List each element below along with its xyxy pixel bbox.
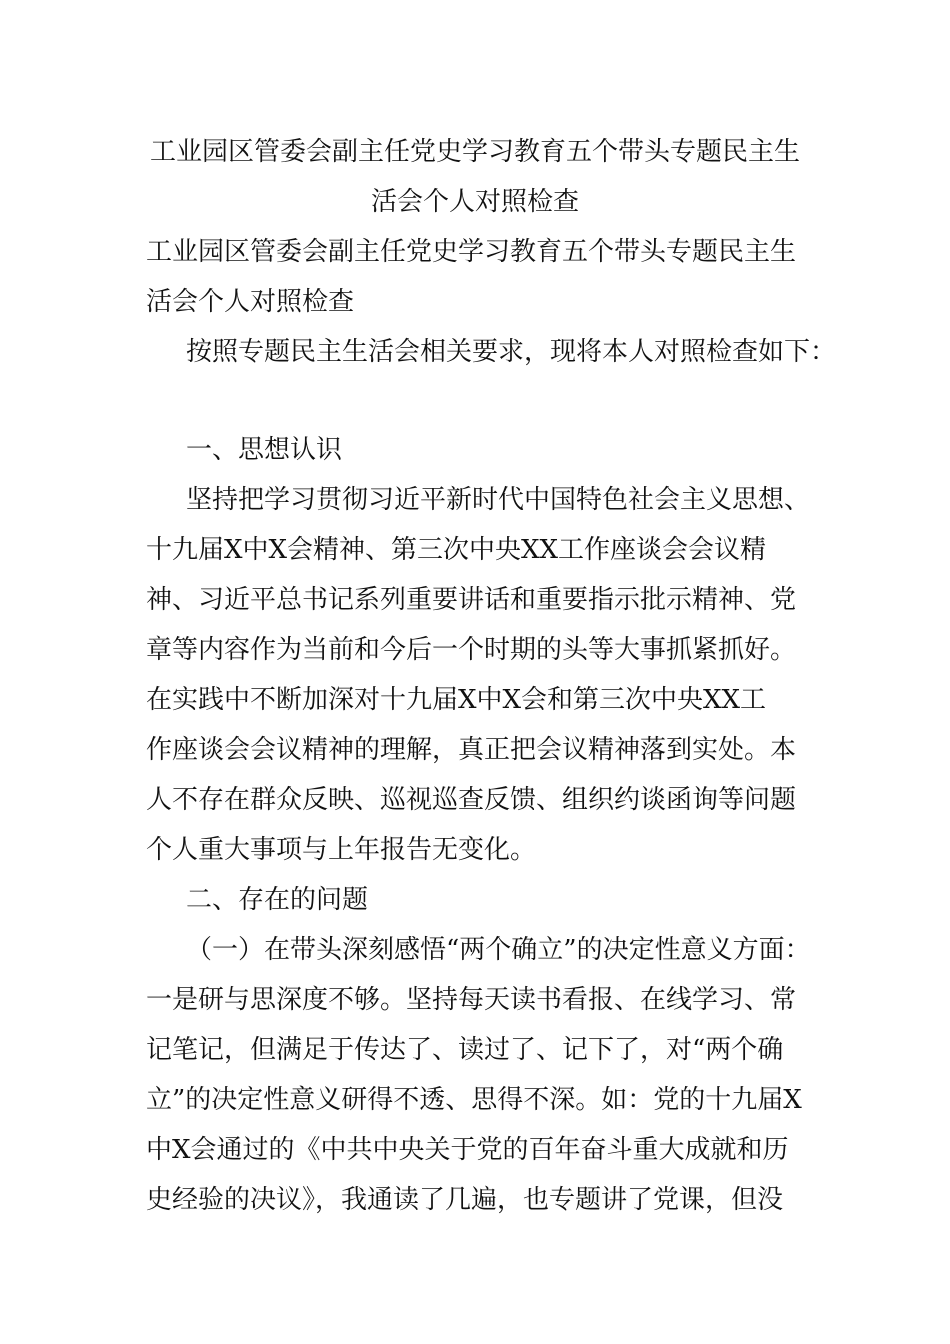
section-heading-problems: 二、存在的问题 — [186, 885, 369, 915]
document-title-line-2: 活会个人对照检查 — [370, 187, 579, 217]
paragraph-line: 人不存在群众反映、巡视巡查反馈、组织约谈函询等问题 — [146, 785, 797, 815]
subsection-heading: （一）在带头深刻感悟“两个确立”的决定性意义方面： — [186, 935, 811, 965]
paragraph-line: 作座谈会会议精神的理解，真正把会议精神落到实处。本 — [146, 735, 797, 765]
paragraph-line: 一是研与思深度不够。坚持每天读书看报、在线学习、常 — [146, 985, 797, 1015]
paragraph-line: 立”的决定性意义研得不透、思得不深。如：党的十九届X — [146, 1085, 802, 1115]
paragraph-line: 史经验的决议》，我通读了几遍，也专题讲了党课，但没 — [146, 1185, 784, 1215]
heading-repeat-line-2: 活会个人对照检查 — [146, 287, 355, 317]
section-heading-thinking: 一、思想认识 — [186, 435, 343, 465]
heading-repeat-line-1: 工业园区管委会副主任党史学习教育五个带头专题民主生 — [146, 237, 797, 267]
paragraph-line: 中X会通过的《中共中央关于党的百年奋斗重大成就和历 — [146, 1135, 789, 1165]
paragraph-line: 十九届X中X会精神、第三次中央XX工作座谈会会议精 — [146, 535, 767, 565]
intro-paragraph: 按照专题民主生活会相关要求，现将本人对照检查如下： — [186, 337, 837, 367]
paragraph-line: 神、习近平总书记系列重要讲话和重要指示批示精神、党 — [146, 585, 797, 615]
paragraph-line: 坚持把学习贯彻习近平新时代中国特色社会主义思想、 — [186, 485, 811, 515]
document-title-line-1: 工业园区管委会副主任党史学习教育五个带头专题民主生 — [149, 137, 800, 167]
paragraph-line: 章等内容作为当前和今后一个时期的头等大事抓紧抓好。 — [146, 635, 797, 665]
paragraph-line: 在实践中不断加深对十九届X中X会和第三次中央XX工 — [146, 685, 767, 715]
paragraph-line: 个人重大事项与上年报告无变化。 — [146, 835, 537, 865]
paragraph-line: 记笔记，但满足于传达了、读过了、记下了，对“两个确 — [146, 1035, 784, 1065]
